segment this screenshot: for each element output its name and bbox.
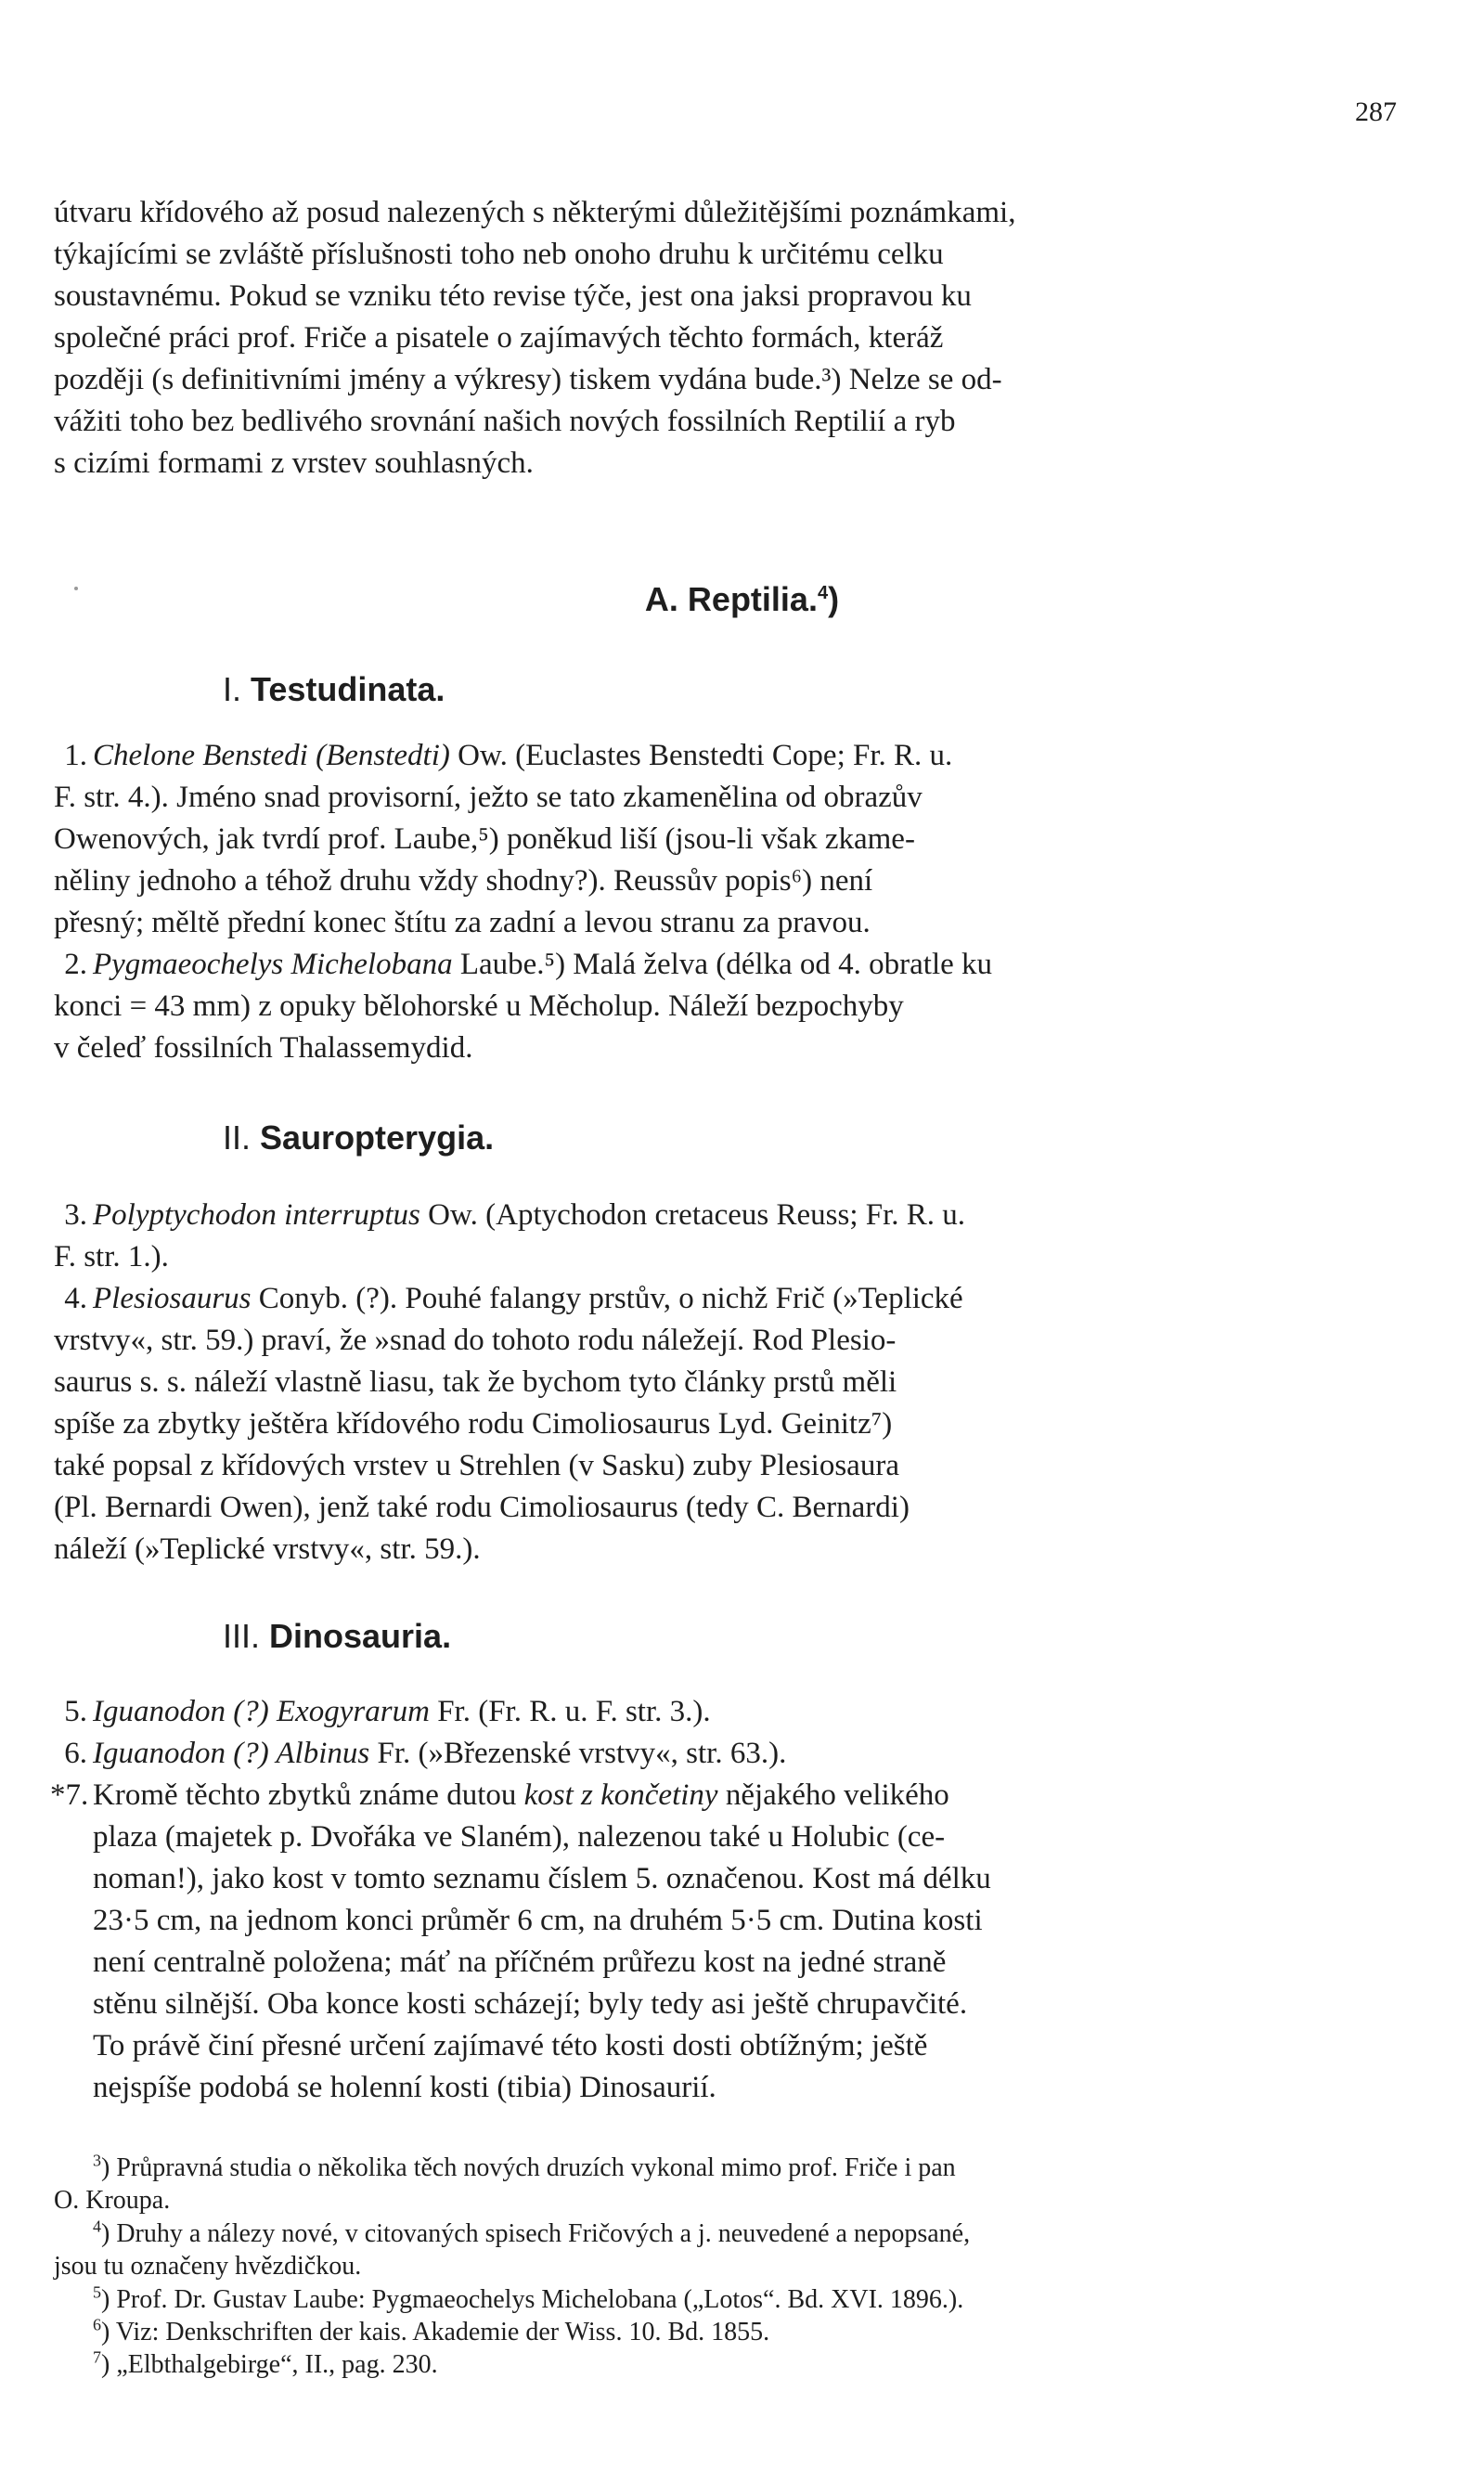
species-name: Plesiosaurus [93,1282,252,1315]
entry-line: spíše za zbytky ještěra křídového rodu Cimoliosaurus Lyd. Geinitz⁷) [54,1407,893,1441]
entry-line: náleží (»Teplické vrstvy«, str. 59.). [54,1532,481,1566]
entry-6 [64,1733,1416,1775]
footnote-mark: 7 [93,2347,101,2367]
entry-number: 5. [64,1695,87,1728]
entry-line: F. str. 1.). [54,1240,169,1273]
footnote-text: ) Druhy a nálezy nové, v citovaných spisech Fričových a j. neuvedené a nepopsané, [101,2219,971,2248]
entry-2 [64,944,1416,986]
intro-line: útvaru křídového až posud nalezených s některými důležitějšími poznámkami, [54,196,1016,229]
footnote-4 [93,2217,1416,2250]
group-title: Sauropterygia. [260,1118,495,1157]
entry-line: Owenových, jak tvrdí prof. Laube,⁵) poněkud liší (jsou-li však zkame- [54,822,915,856]
group-heading-dinosauria [223,1617,451,1656]
species-name: Pygmaeochelys Michelobana [93,948,453,981]
entry-7 [50,1775,1416,1816]
entry-line: F. str. 4.). Jméno snad provisorní, ježto se tato zkamenělina od obrazův [54,781,923,814]
entry-text: Kromě těchto zbytků známe dutou [93,1778,524,1812]
intro-line: s cizími formami z vrstev souhlasných. [54,446,534,480]
entry-number: 4. [64,1282,87,1315]
entry-3-continuation [54,1236,1416,1278]
footnote-7 [93,2348,1416,2381]
footnote-3-continuation [54,2184,1416,2217]
entry-line: To právě činí přesné určení zajímavé této kosti dosti obtížným; ještě [93,2029,928,2062]
entry-text: Fr. (Fr. R. u. F. str. 3.). [429,1695,711,1728]
entry-7-continuation [93,1816,1416,2109]
entry-number: *7. [50,1778,89,1812]
entry-line: nejspíše podobá se holenní kosti (tibia) Dinosaurií. [93,2071,716,2104]
entry-text: Ow. (Aptychodon cretaceus Reuss; Fr. R. u. [419,1198,966,1232]
entry-emphasis: kost z končetiny [523,1778,718,1812]
entry-text: nějakého velikého [717,1778,949,1812]
footnote-text: ) Prof. Dr. Gustav Laube: Pygmaeochelys Michelobana („Lotos“. Bd. XVI. 1896.). [101,2285,964,2314]
entry-2-continuation [54,986,1416,1069]
entry-number: 1. [64,739,87,772]
section-heading-text: A. Reptilia. [644,580,818,618]
group-heading-testudinata [223,670,445,709]
entry-line: také popsal z křídových vrstev u Strehlen (v Sasku) zuby Plesiosaura [54,1449,899,1482]
entry-line: (Pl. Bernardi Owen), jenž také rodu Cimoliosaurus (tedy C. Bernardi) [54,1491,910,1524]
entry-number: 6. [64,1737,87,1770]
group-number: III. [223,1617,261,1655]
footnote-mark: 4 [93,2217,101,2236]
entry-text: Fr. (»Březenské vrstvy«, str. 63.). [369,1737,787,1770]
species-name: Polyptychodon interruptus [93,1198,420,1232]
footnote-text: ) Průpravná studia o několika těch nových druzích vykonal mimo prof. Friče i pan [101,2153,956,2182]
footnote-text: ) „Elbthalgebirge“, II., pag. 230. [101,2350,438,2379]
entry-3 [64,1195,1416,1236]
entry-text: Laube.⁵) Malá želva (délka od 4. obratle ku [452,948,993,981]
group-title: Dinosauria. [269,1617,452,1655]
entry-number: 2. [64,948,87,981]
entry-line: není centralně položena; máť na příčném průřezu kost na jedné straně [93,1946,947,1979]
page-number: 287 [1355,97,1397,127]
species-name: Iguanodon (?) Exogyrarum [93,1695,430,1728]
intro-line: týkajícími se zvláště příslušnosti toho neb onoho druhu k určitému celku [54,238,944,271]
footnote-mark: 5 [93,2282,101,2302]
entry-line: saurus s. s. náleží vlastně liasu, tak že bychom tyto články prstů měli [54,1365,897,1399]
intro-paragraph [54,192,1416,485]
entry-text: Ow. (Euclastes Benstedti Cope; Fr. R. u. [449,739,953,772]
group-heading-sauropterygia [223,1118,494,1157]
footnote-6 [93,2316,1416,2348]
group-title: Testudinata. [251,670,445,708]
entry-line: vrstvy«, str. 59.) praví, že »snad do tohoto rodu náležejí. Rod Plesio- [54,1324,897,1357]
entry-text: Conyb. (?). Pouhé falangy prstův, o nichž Frič (»Teplické [251,1282,963,1315]
entry-4 [64,1278,1416,1320]
entry-5 [64,1691,1416,1733]
species-name: Chelone Benstedi (Benstedti) [93,739,450,772]
entry-line: 23·5 cm, na jednom konci průměr 6 cm, na druhém 5·5 cm. Dutina kosti [93,1904,983,1937]
footnote-text: jsou tu označeny hvězdičkou. [54,2252,362,2281]
intro-line: vážiti toho bez bedlivého srovnání našich nových fossilních Reptilií a ryb [54,405,956,438]
entry-number: 3. [64,1198,87,1232]
entry-line: přesný; měltě přední konec štítu za zadní a levou stranu za pravou. [54,906,871,939]
entry-line: noman!), jako kost v tomto seznamu číslem 5. označenou. Kost má délku [93,1862,991,1895]
section-heading-paren: ) [828,580,840,618]
intro-line: společné práci prof. Friče a pisatele o zajímavých těchto formách, kteráž [54,321,944,355]
footnote-mark: 3 [93,2151,101,2170]
footnote-3 [93,2152,1416,2184]
intro-line: soustavnému. Pokud se vzniku této revise týče, jest ona jaksi propravou ku [54,279,972,313]
intro-line: později (s definitivními jmény a výkresy) tiskem vydána bude.³) Nelze se od- [54,363,1002,396]
footnote-text: ) Viz: Denkschriften der kais. Akademie der Wiss. 10. Bd. 1855. [101,2318,770,2346]
footnote-mark: 6 [93,2315,101,2334]
footnote-5 [93,2283,1416,2316]
entry-line: konci = 43 mm) z opuky bělohorské u Měcholup. Náleží bezpochyby [54,989,904,1023]
entry-1 [64,735,1416,777]
footnote-text: O. Kroupa. [54,2186,171,2215]
entry-1-continuation [54,777,1416,944]
entry-line: v čeleď fossilních Thalassemydid. [54,1031,473,1065]
section-heading [0,580,1484,619]
entry-line: něliny jednoho a téhož druhu vždy shodny?). Reussův popis⁶) není [54,864,873,898]
group-number: II. [223,1118,252,1157]
footnote-4-continuation [54,2250,1416,2282]
group-number: I. [223,670,242,708]
entry-4-continuation [54,1320,1416,1571]
species-name: Iguanodon (?) Albinus [93,1737,370,1770]
entry-line: stěnu silnější. Oba konce kosti scházejí; byly tedy asi ještě chrupavčité. [93,1987,968,2021]
entry-line: plaza (majetek p. Dvořáka ve Slaném), nalezenou také u Holubic (ce- [93,1820,946,1854]
section-heading-footnote-mark: 4 [817,583,829,603]
